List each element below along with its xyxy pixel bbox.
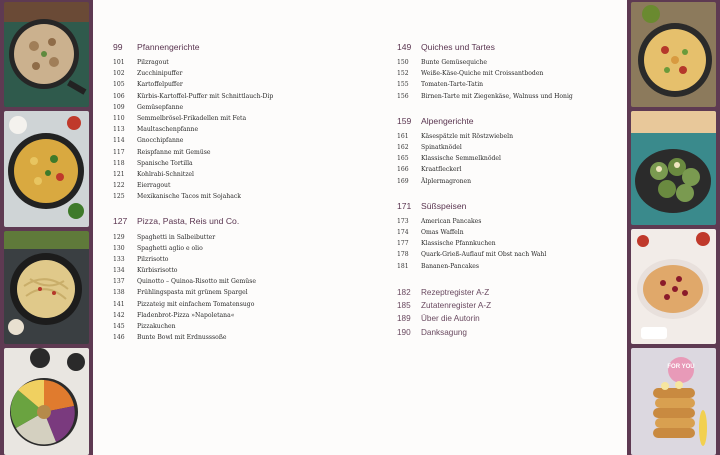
toc-entry[interactable]: [397, 238, 622, 249]
entry-title: Kraatfleckerl: [421, 166, 462, 174]
entry-page-number: 152: [397, 70, 409, 78]
entry-title: Gnocchipfanne: [137, 137, 184, 145]
entry-title: Weiße-Käse-Quiche mit Croissantboden: [421, 70, 544, 78]
toc-entry[interactable]: [113, 158, 363, 169]
appendix-entry[interactable]: [397, 286, 622, 299]
toc-entry[interactable]: [113, 332, 363, 343]
entry-page-number: 150: [397, 59, 409, 67]
appendix-page-number: 190: [397, 327, 411, 337]
entry-title: Tomaten-Tarte-Tatin: [421, 81, 484, 89]
entry-page-number: 113: [113, 126, 125, 134]
toc-entry[interactable]: [397, 216, 622, 227]
entry-title: Pilzrisotto: [137, 255, 169, 263]
entry-page-number: 118: [113, 159, 125, 167]
entry-page-number: 134: [113, 267, 125, 275]
entry-page-number: 122: [113, 182, 125, 190]
toc-entry[interactable]: [397, 176, 622, 187]
entry-title: Fladenbrot-Pizza »Napoletana«: [137, 311, 235, 319]
section-page-number: 127: [113, 216, 128, 227]
toc-entry[interactable]: [113, 79, 363, 90]
entry-page-number: 117: [113, 148, 125, 156]
appendix-list: [397, 286, 622, 339]
section-heading[interactable]: [113, 42, 363, 54]
entry-page-number: 145: [113, 323, 125, 331]
entry-title: Bunte Bowl mit Erdnusssoße: [137, 334, 227, 342]
toc-entry[interactable]: [397, 91, 622, 102]
entry-page-number: 102: [113, 70, 125, 78]
entry-title: Frühlingspasta mit grünem Spargel: [137, 289, 248, 297]
dumplings-photo: [631, 111, 716, 225]
entry-title: Eierragout: [137, 182, 171, 190]
toc-entry[interactable]: [397, 260, 622, 271]
toc-entry[interactable]: [113, 254, 363, 265]
entry-title: Klassische Semmelknödel: [421, 155, 501, 163]
entry-page-number: 178: [397, 251, 409, 259]
quiche-photo: [631, 2, 716, 107]
toc-entry[interactable]: [113, 321, 363, 332]
entry-title: Omas Waffeln: [421, 228, 464, 236]
entry-page-number: 161: [397, 132, 409, 140]
entry-page-number: 101: [113, 59, 125, 67]
entry-title: Kürbis-Kartoffel-Puffer mit Schnittlauch-Dip: [137, 92, 274, 100]
entry-title: Spanische Tortilla: [137, 159, 193, 167]
toc-entry[interactable]: [113, 135, 363, 146]
appendix-title: Über die Autorin: [421, 314, 480, 324]
section-page-number: 99: [113, 42, 123, 52]
entry-page-number: 138: [113, 289, 125, 297]
appendix-title: Rezeptregister A-Z: [421, 287, 490, 297]
toc-entry[interactable]: [113, 243, 363, 254]
entry-title: Bunte Gemüsequiche: [421, 59, 487, 67]
entry-page-number: 155: [397, 81, 409, 89]
entry-page-number: 133: [113, 255, 125, 263]
entry-title: Gemüsepfanne: [137, 103, 184, 111]
entry-page-number: 181: [397, 262, 409, 270]
pancakes-photo: [631, 348, 716, 455]
entry-page-number: 137: [113, 278, 125, 286]
entry-page-number: 114: [113, 137, 125, 145]
toc-entry[interactable]: [113, 91, 363, 102]
toc-entry[interactable]: [113, 287, 363, 298]
entry-title: Quinotto – Quinoa-Risotto mit Gemüse: [137, 278, 256, 286]
appendix-page-number: 182: [397, 287, 411, 297]
entry-title: Birnen-Tarte mit Ziegenkäse, Walnuss und Honig: [421, 92, 573, 100]
entry-title: Zucchinipuffer: [137, 70, 183, 78]
entry-title: Spaghetti aglio e olio: [137, 244, 203, 252]
section-heading[interactable]: [397, 201, 622, 213]
section-page-number: 171: [397, 200, 412, 211]
section-heading[interactable]: [397, 116, 622, 128]
toc-entry[interactable]: [397, 227, 622, 238]
toc-entry[interactable]: [113, 147, 363, 158]
toc-entry[interactable]: [113, 310, 363, 321]
appendix-entry[interactable]: [397, 326, 622, 339]
clafoutis-photo: [631, 229, 716, 344]
appendix-entry[interactable]: [397, 312, 622, 325]
entry-page-number: 105: [113, 81, 125, 89]
appendix-title: Danksagung: [421, 327, 467, 337]
toc-section: [397, 42, 622, 102]
toc-entry[interactable]: [113, 265, 363, 276]
buddha-bowl-photo: [4, 348, 89, 455]
entry-title: Kürbisrisotto: [137, 267, 178, 275]
spaghetti-pan-photo: [4, 231, 89, 344]
section-title: Pfannengerichte: [137, 42, 200, 52]
section-title: Quiches und Tartes: [421, 42, 495, 52]
entry-title: Älplermagronen: [421, 177, 472, 185]
section-title: Süßspeisen: [421, 200, 467, 211]
toc-entry[interactable]: [397, 249, 622, 260]
entry-page-number: 129: [113, 233, 125, 241]
entry-title: Pizzakuchen: [137, 323, 176, 331]
section-title: Alpengerichte: [421, 115, 474, 126]
appendix-page-number: 185: [397, 301, 411, 311]
entry-page-number: 166: [397, 166, 409, 174]
toc-section: [397, 201, 622, 272]
for-you-sign: FOR YOU: [667, 364, 695, 370]
toc-entry[interactable]: [397, 131, 622, 142]
entry-page-number: 125: [113, 193, 125, 201]
entry-title: Semmelbrösel-Frikadellen mit Feta: [137, 115, 247, 123]
entry-title: Spinatknödel: [421, 144, 462, 152]
toc-left-column: [113, 42, 363, 357]
entry-title: Spaghetti in Salbeibutter: [137, 233, 216, 241]
entry-title: Käsespätzle mit Röstzwiebeln: [421, 132, 514, 140]
section-title: Pizza, Pasta, Reis und Co.: [137, 216, 240, 227]
toc-entry[interactable]: [397, 68, 622, 79]
entry-page-number: 146: [113, 334, 125, 342]
right-photo-strip: [627, 0, 720, 455]
toc-entry[interactable]: [397, 57, 622, 68]
toc-entry[interactable]: [397, 142, 622, 153]
entry-page-number: 177: [397, 240, 409, 248]
appendix-entry[interactable]: [397, 299, 622, 312]
toc-right-column: [397, 42, 622, 339]
entry-page-number: 165: [397, 155, 409, 163]
toc-entry[interactable]: [113, 231, 363, 242]
entry-page-number: 173: [397, 217, 409, 225]
entry-title: Maultaschenpfanne: [137, 126, 199, 134]
gnocchi-pan-photo: [4, 111, 89, 227]
section-page-number: 159: [397, 115, 412, 126]
entry-title: Pilzragout: [137, 59, 169, 67]
section-heading[interactable]: [113, 216, 363, 228]
entry-page-number: 162: [397, 144, 409, 152]
entry-title: Kartoffelpuffer: [137, 81, 183, 89]
entry-title: Pizzateig mit einfachem Tomatensugo: [137, 300, 255, 308]
entry-page-number: 174: [397, 228, 409, 236]
toc-entry[interactable]: [113, 113, 363, 124]
entry-page-number: 109: [113, 103, 125, 111]
toc-entry[interactable]: [113, 57, 363, 68]
entry-title: Quark-Grieß-Auflauf mit Obst nach Wahl: [421, 251, 547, 259]
toc-section: [113, 216, 363, 343]
entry-page-number: 156: [397, 92, 409, 100]
entry-title: American Pancakes: [421, 217, 482, 225]
toc-entry[interactable]: [113, 169, 363, 180]
entry-title: Bananen-Pancakes: [421, 262, 480, 270]
left-photo-strip: [0, 0, 93, 455]
entry-page-number: 110: [113, 115, 125, 123]
toc-entry[interactable]: [397, 79, 622, 90]
entry-page-number: 106: [113, 92, 125, 100]
entry-page-number: 142: [113, 311, 125, 319]
entry-page-number: 169: [397, 177, 409, 185]
mushroom-pan-photo: [4, 2, 89, 107]
toc-entry[interactable]: [113, 276, 363, 287]
toc-entry[interactable]: [113, 299, 363, 310]
toc-entry[interactable]: [113, 68, 363, 79]
entry-title: Mexikanische Tacos mit Sojahack: [137, 193, 241, 201]
entry-page-number: 141: [113, 300, 125, 308]
section-heading[interactable]: [397, 42, 622, 54]
appendix-page-number: 189: [397, 314, 411, 324]
appendix-title: Zutatenregister A-Z: [421, 301, 492, 311]
table-of-contents-page: [93, 0, 627, 455]
toc-entry[interactable]: [397, 164, 622, 175]
section-page-number: 149: [397, 42, 412, 52]
entry-title: Reispfanne mit Gemüse: [137, 148, 211, 156]
entry-title: Klassische Pfannkuchen: [421, 240, 496, 248]
toc-entry[interactable]: [113, 180, 363, 191]
toc-entry[interactable]: [113, 124, 363, 135]
entry-page-number: 130: [113, 244, 125, 252]
toc-entry[interactable]: [397, 153, 622, 164]
toc-entry[interactable]: [113, 191, 363, 202]
toc-entry[interactable]: [113, 102, 363, 113]
entry-page-number: 121: [113, 170, 125, 178]
entry-title: Kohlrabi-Schnitzel: [137, 170, 194, 178]
toc-section: [113, 42, 363, 202]
toc-section: [397, 116, 622, 187]
